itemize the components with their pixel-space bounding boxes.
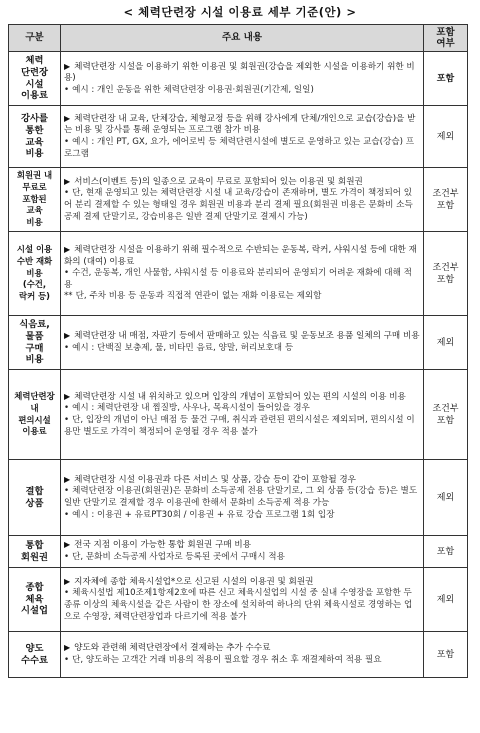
row-category: 결합 상품 — [9, 460, 61, 536]
main-point-text: 체력단련장 시설 내 위치하고 있으며 입장의 개념이 포함되어 있는 편의 시설의 이용 비용 — [74, 391, 406, 402]
sub-point — [64, 343, 420, 355]
dot-bullet-icon: ** — [64, 291, 73, 302]
table-row — [9, 536, 468, 568]
row-inclusion: 조건부 포함 — [424, 168, 468, 232]
sub-point-text: 예시 : 단백질 보충제, 물, 비타민 음료, 양말, 허리보호대 등 — [72, 343, 294, 353]
header-category: 구분 — [9, 25, 61, 52]
main-point-text: 체력단련장 시설을 이용하기 위한 이용권 및 회원권(강습을 제외한 시설을 이용하기 위한 비용) — [64, 61, 415, 84]
arrow-bullet-icon: ▶ — [64, 61, 71, 71]
row-content — [61, 52, 424, 106]
header-inclusion — [424, 25, 468, 52]
row-category: 회원권 내 무료로 포함된 교육 비용 — [9, 168, 61, 232]
row-inclusion: 제외 — [424, 106, 468, 168]
sub-point-text: 예시 : 개인 PT, GX, 요가, 에어로빅 등 체력단련시설에 별도로 운영하고 있는 교습(강습) 프로그램 — [64, 137, 415, 159]
main-point — [64, 576, 420, 589]
sub-point — [64, 655, 420, 667]
main-point-text: 체력단련장 시설을 이용하기 위해 필수적으로 수반되는 운동복, 락커, 샤워시설 등에 대한 재화의 (대여) 이용료 — [64, 245, 417, 267]
row-inclusion: 제외 — [424, 568, 468, 632]
arrow-bullet-icon: ▶ — [64, 391, 71, 401]
dot-bullet-icon: • — [64, 343, 70, 353]
sub-point — [64, 268, 420, 291]
table-row — [9, 316, 468, 370]
arrow-bullet-icon: ▶ — [64, 245, 71, 255]
sub-point — [64, 486, 420, 509]
sub-point — [64, 415, 420, 438]
table-header-row — [9, 25, 468, 52]
row-category: 강사를 통한 교육 비용 — [9, 106, 61, 168]
sub-point — [64, 552, 420, 564]
fee-criteria-table — [8, 24, 468, 678]
row-inclusion: 포함 — [424, 632, 468, 678]
table-row — [9, 232, 468, 316]
table-row — [9, 460, 468, 536]
main-point — [64, 176, 420, 189]
arrow-bullet-icon: ▶ — [64, 576, 71, 586]
arrow-bullet-icon: ▶ — [64, 176, 71, 186]
main-point — [64, 642, 420, 655]
row-category: 종합 체육 시설업 — [9, 568, 61, 632]
row-category: 양도 수수료 — [9, 632, 61, 678]
sub-point-text: 단, 문화비 소득공제 사업자로 등록된 곳에서 구매시 적용 — [72, 552, 285, 562]
dot-bullet-icon: • — [64, 137, 70, 147]
dot-bullet-icon: • — [64, 403, 70, 414]
sub-point-text: 단, 주차 비용 등 운동과 직접적 연관이 없는 재화 이용료는 제외함 — [75, 291, 322, 302]
sub-point — [64, 188, 420, 223]
main-point-text: 체력단련장 내 교육, 단체강습, 체형교정 등을 위해 강사에게 단체/개인으로 교습(강습)을 받는 비용 및 강사를 통해 운영되는 프로그램 참가 비용 — [64, 113, 416, 136]
table-row — [9, 370, 468, 460]
arrow-bullet-icon: ▶ — [64, 113, 71, 123]
main-point — [64, 61, 420, 85]
row-content — [61, 168, 424, 232]
table-row — [9, 632, 468, 678]
row-inclusion: 포함 — [424, 536, 468, 568]
main-point-text: 지자체에 종합 체육시설업*으로 신고된 시설의 이용권 및 회원권 — [74, 576, 314, 587]
main-point — [64, 244, 420, 268]
sub-point — [64, 588, 420, 623]
sub-point — [64, 403, 420, 415]
row-inclusion: 조건부 포함 — [424, 370, 468, 460]
row-category: 체력단련장 내 편의시설 이용료 — [9, 370, 61, 460]
dot-bullet-icon: • — [64, 84, 70, 95]
row-inclusion: 조건부 포함 — [424, 232, 468, 316]
table-row — [9, 52, 468, 106]
row-category: 통합 회원권 — [9, 536, 61, 568]
row-inclusion: 제외 — [424, 460, 468, 536]
row-content — [61, 370, 424, 460]
row-inclusion: 제외 — [424, 316, 468, 370]
row-content — [61, 568, 424, 632]
document-title: < 체력단련장 시설 이용료 세부 기준(안) > — [123, 5, 357, 19]
table-row — [9, 168, 468, 232]
sub-point — [64, 85, 420, 97]
sub-point-text: 체육시설법 제10조제1항제2호에 따른 신고 체육시설업의 시설 중 실내 수영장을 포함한 두 종류 이상의 체육시설을 같은 사람이 한 장소에 설치하여 하나의 단위 체육시설로 경영하는 업으로 수영장, 체력단련장업과 다르기에 적용 불가 — [64, 588, 413, 622]
main-point — [64, 330, 420, 343]
row-category: 체력 단련장 시설 이용료 — [9, 52, 61, 106]
row-content — [61, 316, 424, 370]
table-row — [9, 568, 468, 632]
sub-point-text: 단, 입장의 개념이 아닌 매점 등 물건 구매, 취식과 관련된 편의시설은 제외되며, 편의시설 이용만 별도로 가격이 책정되어 운영될 경우 적용 불가 — [64, 415, 415, 437]
sub-point — [64, 510, 420, 522]
main-point-text: 양도와 관련해 체력단련장에서 결제하는 추가 수수료 — [74, 643, 271, 654]
row-content — [61, 632, 424, 678]
row-category: 식음료, 물품 구매 비용 — [9, 316, 61, 370]
sub-point — [64, 137, 420, 160]
header-inclusion-text: 포함 여부 — [436, 27, 455, 49]
main-point — [64, 113, 420, 137]
table-row — [9, 106, 468, 168]
sub-point-text: 예시 : 이용권 + 유료PT30회 / 이용권 + 유료 강습 프로그램 1회 입장 — [72, 509, 335, 520]
dot-bullet-icon: • — [64, 486, 70, 497]
arrow-bullet-icon: ▶ — [64, 474, 71, 484]
dot-bullet-icon: • — [64, 655, 70, 665]
sub-point-text: 체력단련장 이용권(회원권)은 문화비 소득공제 전용 단말기로, 그 외 상품 등(강습 등)은 별도 일반 단말기로 결제할 경우 이용권에 한해서 문화비 소득공제 적용 가능 — [64, 486, 418, 508]
dot-bullet-icon: • — [64, 509, 70, 520]
sub-point-text: 수건, 운동복, 개인 사물함, 샤워시설 등 이용료와 분리되어 운영되기 어려운 재화에 대해 적용 — [64, 268, 412, 290]
dot-bullet-icon: • — [64, 552, 70, 562]
row-content — [61, 232, 424, 316]
header-content: 주요 내용 — [61, 25, 424, 52]
row-content — [61, 106, 424, 168]
row-category: 시설 이용 수반 재화 비용 (수건, 락커 등) — [9, 232, 61, 316]
arrow-bullet-icon: ▶ — [64, 540, 71, 550]
main-point — [64, 474, 420, 487]
main-point-text: 서비스(이벤트 등)의 일종으로 교육이 무료로 포함되어 있는 이용권 및 회원권 — [74, 176, 363, 187]
row-content — [61, 536, 424, 568]
main-point-text: 체력단련장 내 매점, 자판기 등에서 판매하고 있는 식음료 및 운동보조 용품 일체의 구매 비용 — [74, 331, 420, 342]
sub-point-text: 단, 현재 운영되고 있는 체력단련장 시설 내 교육/강습이 존재하며, 별도 가격이 책정되어 있어 분리 결제할 수 있는 형태일 경우 회원권 비용과 분리 결제 필요(회원권 비용은 문화비 소득공제 결제 단말기로, 강습비용은 일반 결제 단말기로 결제시 가능) — [64, 188, 413, 222]
arrow-bullet-icon: ▶ — [64, 643, 71, 653]
main-point-text: 체력단련장 시설 이용권과 다른 서비스 및 상품, 강습 등이 같이 포함될 경우 — [74, 474, 356, 485]
dot-bullet-icon: • — [64, 268, 70, 279]
main-point — [64, 539, 420, 552]
sub-point-text: 예시 : 개인 운동을 위한 체력단련장 이용권·회원권(기간제, 일일) — [72, 84, 314, 95]
dot-bullet-icon: • — [64, 415, 70, 425]
main-point — [64, 391, 420, 404]
dot-bullet-icon: • — [64, 588, 70, 599]
sub-point-text: 단, 양도하는 고객간 거래 비용의 적용이 필요할 경우 취소 후 재결제하여 적용 필요 — [72, 655, 382, 665]
sub-point-text: 예시 : 체력단련장 내 찜질방, 사우나, 목욕시설이 들어있을 경우 — [72, 403, 310, 414]
dot-bullet-icon: • — [64, 188, 70, 199]
row-content — [61, 460, 424, 536]
sub-point — [64, 291, 420, 303]
main-point-text: 전국 지점 이용이 가능한 통합 회원권 구매 비용 — [74, 540, 252, 551]
row-inclusion: 포함 — [424, 52, 468, 106]
arrow-bullet-icon: ▶ — [64, 331, 71, 341]
